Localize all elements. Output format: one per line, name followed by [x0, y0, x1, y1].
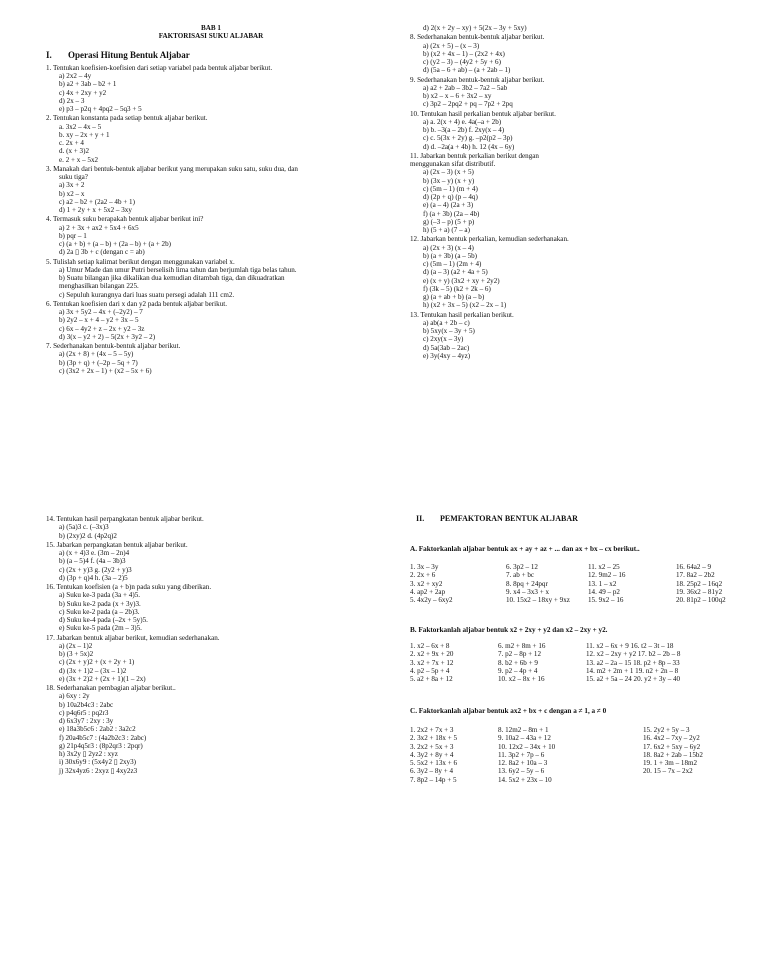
- exercise-item: 1. x2 – 6x + 8: [410, 642, 450, 650]
- item-line: d) 5a(3ab – 2ac): [423, 343, 470, 352]
- item-line: a) a2 + 2ab – 3b2 – 7a2 – 5ab: [423, 83, 508, 92]
- item-line: menggunakan sifat distributif.: [410, 160, 496, 168]
- exercise-item: 8. 8pq + 24pqr: [506, 579, 548, 588]
- exercise-item: 14. 49 – p2: [588, 587, 620, 596]
- item-line: e) (a – 4) (2a + 3): [423, 201, 474, 210]
- item-line: c) (a + b) + (a – b) + (2a – b) + (a + 2b): [59, 240, 171, 248]
- item-line: a) 2x2 – 4y: [59, 72, 92, 80]
- question-line: 11. Jabarkan bentuk perkalian berikut dengan: [410, 151, 539, 160]
- item-line: b) b. –3(a – 2b) f. 2xy(x – 4): [423, 126, 505, 134]
- exercise-item: 11. 3p2 + 7p – 6: [498, 750, 545, 759]
- exercise-list: [410, 24, 740, 360]
- item-line: c) (y2 – 3) – (4y2 + 5y + 6): [423, 58, 501, 66]
- item-line: a) (2x + 3) (x – 4): [423, 243, 474, 252]
- item-line: i) 30x6y9 : (5x4y2 ▯ 2xy3): [59, 758, 137, 767]
- section-number: II.: [416, 514, 425, 523]
- exercise-item: 20. 15 – 7x – 2x2: [643, 767, 693, 776]
- item-line: b) 5xy(x – 3y + 5): [423, 327, 475, 335]
- item-line: d) 6x3y7 : 2xy : 3y: [59, 717, 114, 725]
- item-line: h) (5 + a) (7 – a): [423, 226, 470, 234]
- item-line: j) 32x4yz6 : 2xyz ▯ 4xy2z3: [59, 766, 138, 775]
- exercise-item: 15. 9x2 – 16: [588, 596, 624, 604]
- item-line: c) (2x + y)3 g. (2y2 + y)3: [59, 565, 132, 574]
- item-line: d) 2(x + 2y – xy) + 5(2x – 3y + 5xy): [423, 24, 527, 32]
- question-line: 18. Sederhanakan pembagian aljabar berikut..: [46, 684, 176, 692]
- item-line: d) (3p + q)4 h. (3a – 2)5: [59, 573, 128, 582]
- item-line: d) 1 + 2y + x + 5x2 – 3xy: [59, 206, 132, 214]
- item-line: b) (3 + 5x)2: [59, 650, 94, 658]
- exercise-item: 17. 8a2 – 2b2: [676, 571, 715, 580]
- chapter-title: FAKTORISASI SUKU ALJABAR: [158, 32, 264, 41]
- question-line: 15. Jabarkan perpangkatan bentuk aljabar berikut.: [46, 540, 188, 549]
- exercise-item: 15. a2 + 5a – 24 20. y2 + 3y – 40: [586, 675, 681, 683]
- item-line: e) p3 – p2q + 4pq2 – 5q3 + 5: [59, 105, 142, 113]
- question-line: 7. Sederhanakan bentuk-bentuk aljabar berikut.: [46, 342, 181, 350]
- section-heading-2: [416, 514, 578, 523]
- item-line: a) 2 + 3x + ax2 + 5x4 + 6x5: [59, 223, 139, 232]
- item-line: b) x2 – x – 6 + 3x2 – xy: [423, 92, 492, 100]
- item-line: c) 2xy(x – 3y): [423, 335, 464, 344]
- item-line: g) (–3 – p) (5 + p): [423, 217, 475, 226]
- item-line: c) Suku ke-2 pada (a – 2b)3.: [59, 607, 140, 616]
- item-line: b) (2xy)2 d. (4p2q)2: [59, 531, 117, 540]
- question-line: 4. Termasuk suku berapakah bentuk aljabar berikut ini?: [46, 215, 204, 224]
- item-line: a. 3x2 – 4x – 5: [59, 122, 102, 131]
- exercise-item: 5. a2 + 8a + 12: [410, 675, 453, 683]
- exercise-item: 10. x2 – 8x + 16: [498, 675, 545, 683]
- item-line: suku tiga?: [59, 173, 88, 181]
- exercise-item: 5. 4x2y – 6xy2: [410, 596, 453, 604]
- question-line: 12. Jabarkan bentuk perkalian, kemudian sederhanakan.: [410, 235, 569, 244]
- exercise-item: 2. 2x + 6: [410, 571, 436, 580]
- item-line: d) (5a – 6 + ab) – (a + 2ab – 1): [423, 66, 511, 75]
- item-line: a) (2x + 8) + (4x – 5 – 5y): [59, 350, 134, 359]
- exercise-item: 12. 8a2 + 10a – 3: [498, 759, 548, 767]
- item-line: d) (a – 3) (a2 + 4a + 5): [423, 268, 488, 277]
- section-heading-1: [46, 51, 376, 59]
- exercise-item: 13. a2 – 2a – 15 18. p2 + 8p – 33: [586, 658, 680, 667]
- exercise-item: 9. 10a2 – 43a + 12: [498, 734, 551, 743]
- exercise-item: 6. 3y2 – 8y + 4: [410, 767, 454, 776]
- item-line: b) (a – 5)4 f. (4a – 3b)3: [59, 557, 126, 566]
- item-line: a) 3x + 2: [59, 181, 85, 190]
- exercise-item: 17. 6x2 + 5xy – 6y2: [643, 742, 701, 751]
- item-line: c) 4x + 2xy + y2: [59, 88, 107, 97]
- item-line: a) Umur Made dan umur Putri berselisih lima tahun dan berjumlah tiga belas tahun.: [59, 265, 297, 274]
- item-line: a) a. 2(x + 4) e. 4a(–a + 2b): [423, 117, 502, 126]
- exercise-item: 4. 3y2 + 8y + 4: [410, 750, 454, 759]
- item-line: a) (2x – 1)2: [59, 641, 93, 650]
- question-line: 16. Tentukan koefisien (a + b)n pada suku yang diberikan.: [46, 583, 212, 591]
- question-line: 2. Tentukan konstanta pada setiap bentuk aljabar berikut.: [46, 114, 208, 123]
- item-line: g) 21p4q5r3 : (8p2qr3 : 2pqr): [59, 741, 143, 750]
- section-number: I.: [46, 49, 52, 60]
- item-line: e) (3x + 2)2 + (2x + 1)(1 – 2x): [59, 674, 146, 683]
- item-line: b. xy – 2x + y + 1: [59, 130, 110, 139]
- item-line: e) 3y(4xy – 4yz): [423, 351, 471, 360]
- exercise-item: 6. 3p2 – 12: [506, 563, 538, 571]
- question-line: 10. Tentukan hasil perkalian bentuk aljabar berikut.: [410, 109, 556, 118]
- item-line: f) (3k – 5) (k2 + 2k – 6): [423, 284, 491, 293]
- item-line: d) (3x + 1)2 – (3x – 1)2: [59, 666, 127, 675]
- item-line: d) 2a ▯ 3b + c (dengan c = ab): [59, 248, 145, 257]
- item-line: c) Sepuluh kurangnya dari luas suatu persegi adalah 111 cm2.: [59, 290, 235, 299]
- exercise-item: 4. ap2 + 2ap: [410, 587, 446, 596]
- item-line: c) (5m – 1) (m + 4): [423, 184, 478, 193]
- exercise-grid-a: [410, 563, 766, 604]
- item-line: a) (x + 4)3 e. (3m – 2n)4: [59, 549, 130, 557]
- item-line: b) a2 + 3ab – b2 + 1: [59, 80, 117, 89]
- item-line: b) 2y2 – x + 4 – y2 + 3x – 5: [59, 316, 139, 325]
- exercise-item: 1. 2x2 + 7x + 3: [410, 726, 454, 734]
- chapter-label: BAB 1: [201, 24, 221, 32]
- exercise-item: 19. 36x2 – 81y2: [676, 587, 723, 596]
- item-line: d) Suku ke-4 pada (–2x + 5y)5.: [59, 616, 148, 624]
- item-line: a) 6xy : 2y: [59, 692, 90, 701]
- exercise-item: 3. 2x2 + 5x + 3: [410, 742, 454, 751]
- subheading-b: B. Faktorkanlah aljabar bentuk x2 + 2xy + y2 dan x2 – 2xy + y2.: [410, 626, 608, 634]
- exercise-grid-b: [410, 642, 766, 683]
- exercise-item: 8. 12m2 – 8m + 1: [498, 726, 549, 734]
- question-line: 1. Tentukan koefisien-koefisien dari setiap variabel pada bentuk aljabar berikut.: [46, 63, 273, 72]
- question-line: 9. Sederhanakan bentuk-bentuk aljabar berikut.: [410, 75, 545, 84]
- question-line: 8. Sederhanakan bentuk-bentuk aljabar berikut.: [410, 33, 545, 42]
- item-line: b) 10a2b4c3 : 2abc: [59, 700, 114, 709]
- question-line: 14. Tentukan hasil perpangkatan bentuk aljabar berikut.: [46, 515, 204, 523]
- exercise-item: 18. 8a2 + 2ab – 15b2: [643, 750, 703, 759]
- item-line: h) 3x2y ▯ 2yz2 : xyz: [59, 750, 118, 758]
- item-line: c) (5m – 1) (2m + 4): [423, 260, 482, 268]
- question-line: 5. Tulislah setiap kalimat berikut dengan menggunakan variabel x.: [46, 257, 235, 266]
- item-line: c) (2x + y)2 + (x + 2y + 1): [59, 658, 135, 667]
- exercise-item: 18. 25p2 – 16q2: [676, 579, 723, 588]
- item-line: e) (x + y) (3x2 + xy + 2y2): [423, 276, 500, 285]
- exercise-item: 20. 81p2 – 100q2: [676, 596, 726, 604]
- exercise-item: 9. p2 – 4p + 4: [498, 666, 538, 675]
- subheading-c: C. Faktorkanlah aljabar bentuk ax2 + bx + c dengan a ≠ 1, a ≠ 0: [410, 707, 607, 715]
- exercise-item: 7. p2 – 8p + 12: [498, 650, 542, 659]
- top-right-column: [410, 24, 740, 360]
- exercise-item: 11. x2 – 25: [588, 563, 620, 571]
- top-left-column: [46, 24, 376, 375]
- item-line: c) (3x2 + 2x – 1) + (x2 – 5x + 6): [59, 366, 152, 375]
- item-line: g) (a + ab + b) (a – b): [423, 293, 485, 301]
- exercise-item: 7. ab + bc: [506, 571, 535, 580]
- exercise-item: 16. 4x2 – 7xy – 2y2: [643, 734, 700, 743]
- exercise-item: [643, 776, 763, 784]
- exercise-item: 11. x2 – 6x + 9 16. t2 – 3t – 18: [586, 642, 674, 650]
- item-line: b) x2 – x: [59, 189, 85, 198]
- exercise-item: 12. 9m2 – 16: [588, 571, 626, 580]
- item-line: d) 3(x – y2 + 2) – 5(2x + 3y2 – 2): [59, 332, 156, 341]
- exercise-item: 14. m2 + 2m + 1 19. n2 + 2n – 8: [586, 666, 679, 675]
- item-line: b) (x2 + 4x – 1) – (2x2 + 4x): [423, 49, 505, 58]
- exercise-grid-c: [410, 726, 763, 784]
- exercise-list: [46, 515, 376, 775]
- item-line: a) (2x – 3) (x + 5): [423, 168, 474, 177]
- item-line: b) Suku ke-2 pada (x + 3y)3.: [59, 599, 141, 608]
- exercise-item: 1. 3x – 3y: [410, 563, 439, 571]
- question-line: 6. Tentukan koefisien dari x dan y2 pada bentuk aljabar berikut.: [46, 299, 227, 308]
- item-line: b) Suatu bilangan jika dikalikan dua kemudian ditambah tiga, dan dikuadratkan: [59, 274, 285, 282]
- item-line: e) 18a3b5c6 : 2ab2 : 3a2c2: [59, 725, 136, 734]
- item-line: menghasilkan bilangan 225.: [59, 282, 139, 291]
- exercise-item: 9. x4 – 3x3 + x: [506, 587, 550, 596]
- exercise-item: 6. m2 + 8m + 16: [498, 642, 546, 650]
- exercise-item: 16. 64a2 – 9: [676, 563, 712, 571]
- exercise-list: [46, 64, 376, 375]
- exercise-item: 15. 2y2 + 5y – 3: [643, 726, 690, 734]
- item-line: e) Suku ke-5 pada (2m – 3)5.: [59, 624, 142, 633]
- exercise-item: 12. x2 – 2xy + y2 17. b2 – 2b – 8: [586, 650, 681, 659]
- exercise-item: 2. 3x2 + 18x + 5: [410, 734, 458, 743]
- section-title: Operasi Hitung Bentuk Aljabar: [68, 49, 190, 60]
- section-title: PEMFAKTORAN BENTUK ALJABAR: [440, 514, 578, 523]
- exercise-item: 4. p2 – 5p + 4: [410, 666, 450, 675]
- exercise-item: 2. x2 + 9x + 20: [410, 650, 454, 659]
- exercise-item: 13. 1 – x2: [588, 579, 617, 588]
- item-line: a) ab(a + 2b – c): [423, 318, 470, 327]
- exercise-item: 10. 12x2 – 34x + 10: [498, 742, 556, 751]
- subheading-a: A. Faktorkanlah aljabar bentuk ax + ay + az + ... dan ax + bx – cx berikut..: [410, 545, 640, 553]
- question-line: 3. Manakah dari bentuk-bentuk aljabar berikut yang merupakan suku satu, suku dua, dan: [46, 164, 298, 173]
- item-line: d) (2p + q) (p – 4q): [423, 193, 478, 201]
- item-line: b) (a + 3b) (a – 5b): [423, 251, 478, 260]
- item-line: d. (x + 3)2: [59, 147, 90, 156]
- item-line: b) (3p + q) + (–2p – 5q + 7): [59, 358, 138, 367]
- item-line: e. 2 + x – 5x2: [59, 155, 99, 164]
- item-line: c) a2 – b2 + (2a2 – 4b + 1): [59, 197, 135, 206]
- exercise-item: 3. x2 + xy2: [410, 579, 443, 588]
- exercise-item: 13. 6y2 – 5y – 6: [498, 767, 545, 776]
- item-line: a) (2x + 5) – (x – 3): [423, 41, 480, 50]
- item-line: c. 2x + 4: [59, 139, 84, 147]
- item-line: a) 3x + 5y2 – 4x + (–2y2) – 7: [59, 308, 143, 316]
- exercise-item: 14. 5x2 + 23x – 10: [498, 775, 552, 784]
- item-line: h) (x2 + 3x – 5) (x2 – 2x – 1): [423, 301, 507, 310]
- exercise-item: 19. 1 + 3m – 18m2: [643, 759, 698, 767]
- exercise-item: 3. x2 + 7x + 12: [410, 658, 454, 667]
- item-line: a) (5a)3 c. (–3x)3: [59, 523, 109, 532]
- item-line: c) c. 5(3x + 2y) g. –p2(p2 – 3p): [423, 134, 513, 143]
- item-line: d) d. –2a(a + 4b) h. 12 (4x – 6y): [423, 142, 515, 151]
- item-line: b) pqr – 1: [59, 231, 87, 240]
- item-line: f) 20a4b5c7 : (4a2b2c3 : 2abc): [59, 733, 147, 742]
- item-line: c) p4q6r5 : pq2r3: [59, 708, 109, 717]
- item-line: b) (3x – y) (x + y): [423, 176, 475, 185]
- question-line: 13. Tentukan hasil perkalian berikut.: [410, 310, 514, 319]
- exercise-item: 10. 15x2 – 18xy + 9xz: [506, 596, 570, 604]
- exercise-item: 8. b2 + 6b + 9: [498, 658, 538, 667]
- item-line: f) (a + 3b) (2a – 4b): [423, 209, 480, 218]
- item-line: a) Suku ke-3 pada (3a + 4)5.: [59, 591, 141, 600]
- question-line: 17. Jabarkan bentuk aljabar berikut, kemudian sederhanakan.: [46, 633, 220, 642]
- item-line: c) 3p2 – 2pq2 + pq – 7p2 + 2pq: [423, 100, 513, 109]
- bottom-left-column: [46, 514, 376, 775]
- item-line: c) 6x – 4y2 + z – 2x + y2 – 3z: [59, 324, 145, 333]
- exercise-item: 5. 5x2 + 13x + 6: [410, 759, 458, 767]
- exercise-item: 7. 8p2 – 14p + 5: [410, 775, 457, 784]
- item-line: d) 2x – 3: [59, 96, 85, 105]
